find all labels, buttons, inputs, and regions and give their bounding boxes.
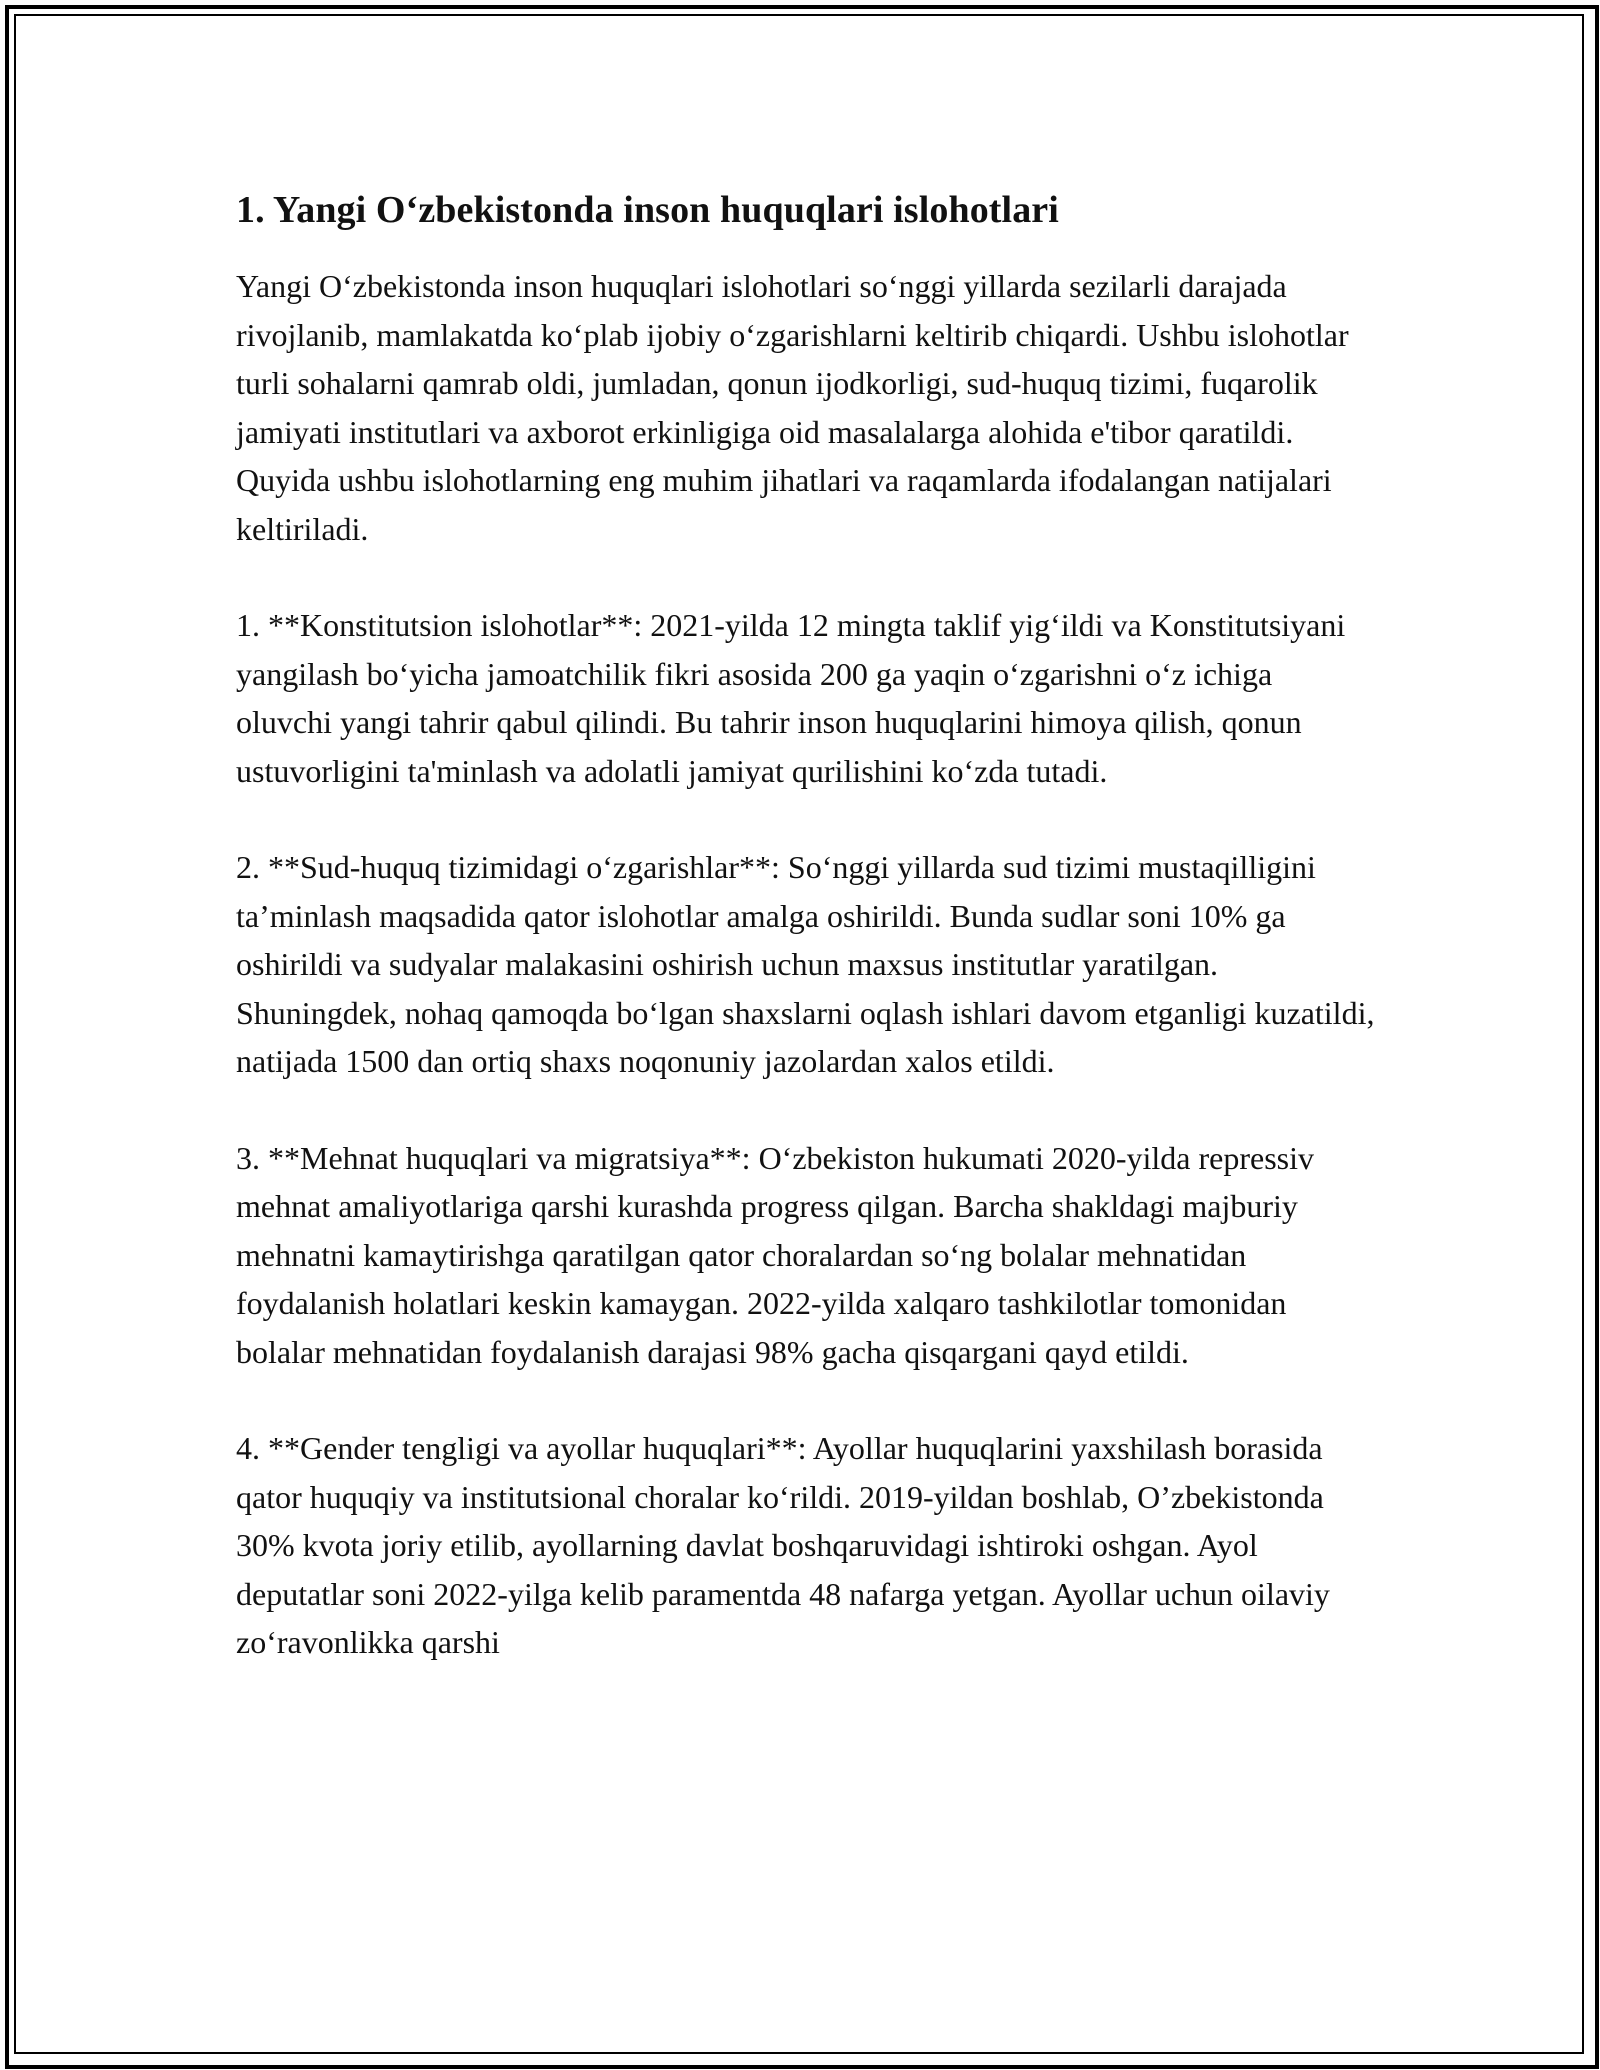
paragraph-judicial-reforms: 2. **Sud-huquq tizimidagi o‘zgarishlar**: So‘nggi yillarda sud tizimi mustaqilligini ta’minlash maqsadida qator islohotlar amalga oshirildi. Bunda sudlar soni 10% ga oshirildi va sudyalar malakasini oshirish uchun maxsus institutlar yaratilgan. Shuningdek, nohaq qamoqda bo‘lgan shaxslarni oqlash ishlari davom etganligi kuzatildi, natijada 1500 dan ortiq shaxs noqonuniy jazolardan xalos etildi. <box>236 849 1375 1079</box>
document-body <box>236 186 1376 1715</box>
document-title: 1. Yangi O‘zbekistonda inson huquqlari islohotlari <box>236 189 1059 231</box>
paragraph-labor-rights: 3. **Mehnat huquqlari va migratsiya**: O‘zbekiston hukumati 2020-yilda repressiv mehnat amaliyotlariga qarshi kurashda progress qilgan. Barcha shakldagi majburiy mehnatni kamaytirishga qaratilgan qator choralardan so‘ng bolalar mehnatidan foydalanish holatlari keskin kamaygan. 2022-yilda xalqaro tashkilotlar tomonidan bolalar mehnatidan foydalanish darajasi 98% gacha qisqargani qayd etildi. <box>236 1139 1314 1370</box>
paragraph-constitutional-reforms: 1. **Konstitutsion islohotlar**: 2021-yilda 12 mingta taklif yig‘ildi va Konstitutsiyani yangilash bo‘yicha jamoatchilik fikri asosida 200 ga yaqin o‘zgarishni o‘z ichiga oluvchi yangi tahrir qabul qilindi. Bu tahrir inson huquqlarini himoya qilish, qonun ustuvorligini ta'minlash va adolatli jamiyat qurilishini ko‘zda tutadi. <box>236 607 1346 789</box>
paragraph-intro: Yangi O‘zbekistonda inson huquqlari islohotlari so‘nggi yillarda sezilarli darajada rivojlanib, mamlakatda ko‘plab ijobiy o‘zgarishlarni keltirib chiqardi. Ushbu islohotlar turli sohalarni qamrab oldi, jumladan, qonun ijodkorligi, sud-huquq tizimi, fuqarolik jamiyati institutlari va axborot erkinligiga oid masalalarga alohida e'tibor qaratildi. Quyida ushbu islohotlarning eng muhim jihatlari va raqamlarda ifodalangan natijalari keltiriladi. <box>236 268 1349 547</box>
paragraph-gender-equality: 4. **Gender tengligi va ayollar huquqlari**: Ayollar huquqlarini yaxshilash borasida qator huquqiy va institutsional choralar ko‘rildi. 2019-yildan boshlab, O’zbekistonda 30% kvota joriy etilib, ayollarning davlat boshqaruvidagi ishtiroki oshgan. Ayol deputatlar soni 2022-yilga kelib paramentda 48 nafarga yetgan. Ayollar uchun oilaviy zo‘ravonlikka qarshi <box>236 1430 1330 1660</box>
